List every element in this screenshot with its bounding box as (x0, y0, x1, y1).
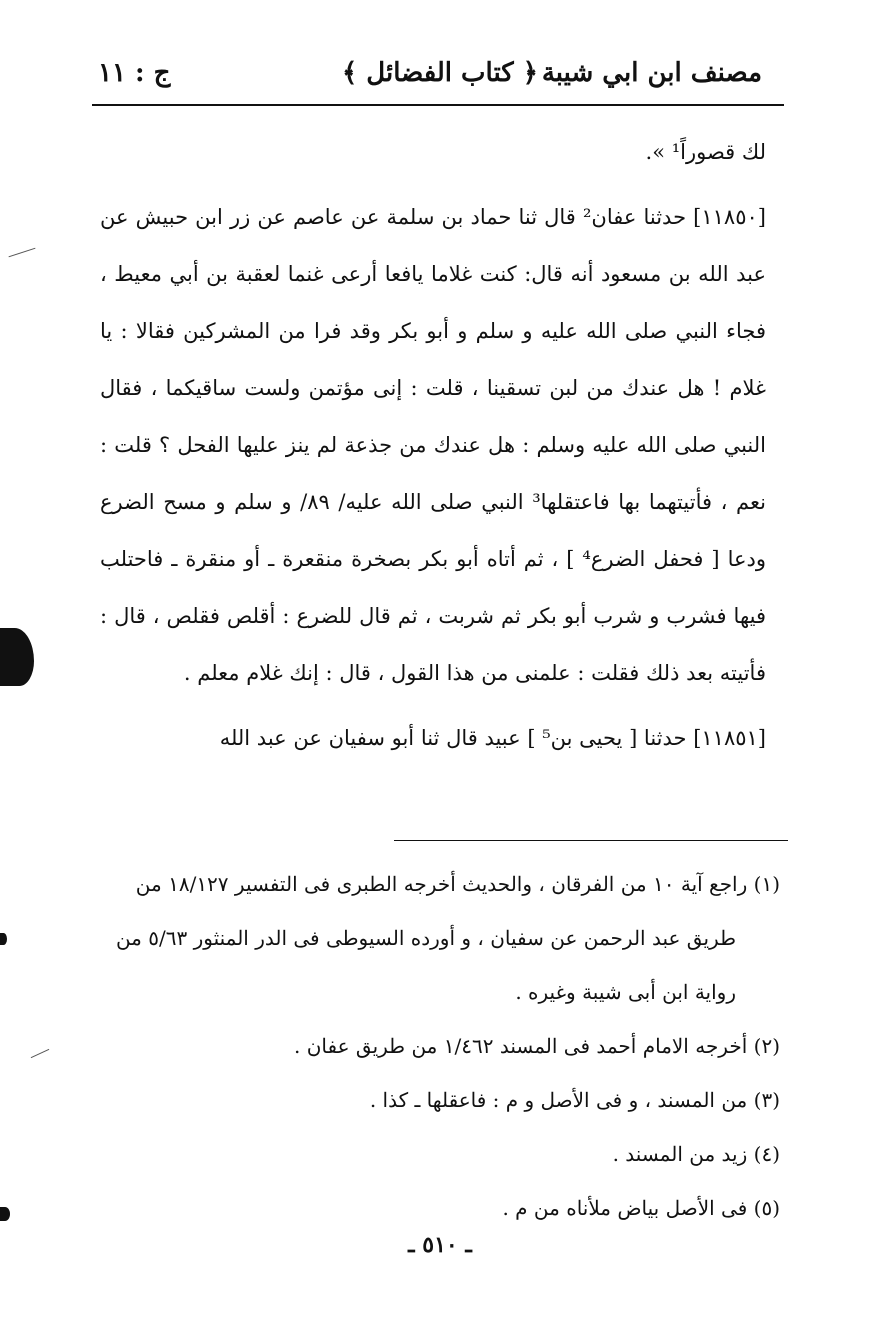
header-book-title: مصنف ابن ابي شيبة (541, 58, 762, 88)
header-volume: ج : ١١ (98, 58, 171, 88)
footnote: (١) راجع آية ١٠ من الفرقان ، والحديث أخرجه الطبرى فى التفسير ١٨/١٢٧ من طريق عبد الرحمن عن سفيان ، و أورده السيوطى فى الدر المنثور ٥/٦٣ من رواية ابن أبى شيبة وغيره . (115, 872, 780, 1004)
header-rule (92, 104, 784, 106)
scan-scratch (31, 1049, 50, 1058)
main-text (100, 124, 766, 767)
paragraph: لك قصوراً¹ ». (645, 140, 766, 164)
header-chapter-title: ﴿ كتاب الفضائل ﴾ (342, 58, 538, 88)
footnote: (٤) زيد من المسند . (612, 1142, 780, 1166)
paragraph: [١١٨٥١] حدثنا [ يحيى بن⁵ ] عبيد قال ثنا أبو سفيان عن عبد الله (219, 726, 766, 750)
paragraph: [١١٨٥٠] حدثنا عفان² قال ثنا حماد بن سلمة عن عاصم عن زر ابن حبيش عن عبد الله بن مسعود أنه قال: كنت غلاما يافعا أرعى غنما لعقبة بن أبي معيط ، فجاء النبي صلى الله عليه و سلم و أبو بكر وقد فرا من المشركين فقالا : يا غلام ! هل عندك من لبن تسقينا ، قلت : إنى مؤتمن ولست ساقيكما ، فقال النبي صلى الله عليه وسلم : هل عندك من جذعة لم ينز عليها الفحل ؟ قلت : نعم ، فأتيتهما بها فاعتقلها³ النبي صلى الله عليه/ ٨٩/ و سلم و مسح الضرع ودعا [ فحفل الضرع⁴ ] ، ثم أتاه أبو بكر بصخرة منقعرة ـ أو منقرة ـ فاحتلب فيها فشرب و شرب أبو بكر ثم شربت ، ثم قال للضرع : أقلص فقلص ، قال : فأتيته بعد ذلك فقلت : علمنى من هذا القول ، قال : إنك غلام معلم . (100, 205, 767, 685)
footnote: (٢) أخرجه الامام أحمد فى المسند ١/٤٦٢ من طريق عفان . (294, 1034, 780, 1058)
scan-blot (0, 628, 34, 686)
footnote-rule (394, 840, 788, 841)
scan-scratch (9, 248, 36, 258)
footnotes (100, 857, 780, 1235)
scan-blot (0, 1207, 10, 1221)
footnote: (٣) من المسند ، و فى الأصل و م : فاعقلها ـ كذا . (369, 1088, 780, 1112)
scan-blot (0, 933, 7, 945)
page-number: ـ ٥١٠ ـ (408, 1232, 472, 1258)
footnote: (٥) فى الأصل بياض ملأناه من م . (502, 1196, 780, 1220)
